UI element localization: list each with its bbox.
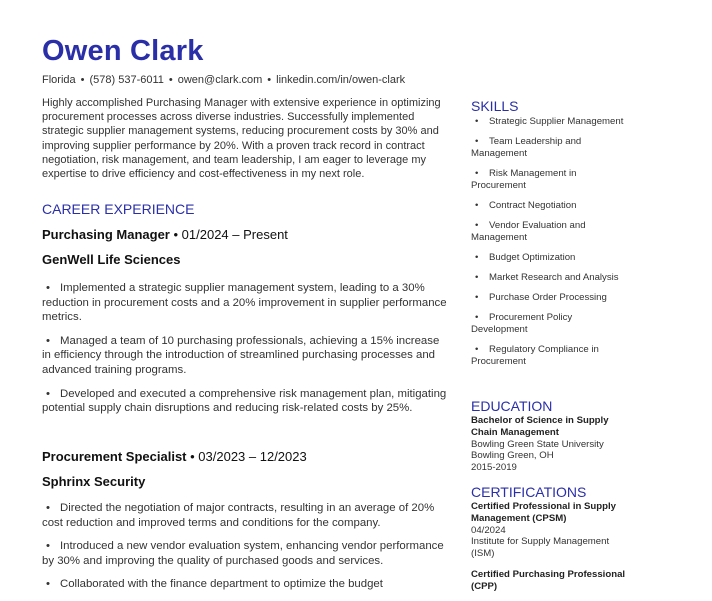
skills-list: [471, 116, 631, 376]
bullet-dot-icon: •: [475, 292, 479, 303]
skill-item: [471, 136, 631, 160]
section-title-skills: SKILLS: [471, 98, 519, 114]
job-bullet-text: Managed a team of 10 purchasing professionals, achieving a 15% increase in efficiency through the introduction of streamlined purchasing processes and advanced training programs.: [42, 334, 440, 376]
section-title-certifications: CERTIFICATIONS: [471, 484, 587, 500]
contact-separator: •: [168, 74, 173, 86]
contact-phone: (578) 537-6011: [89, 74, 164, 86]
job-bullet: [42, 501, 450, 530]
job-company: Sphrinx Security: [42, 474, 146, 489]
professional-summary: Highly accomplished Purchasing Manager with extensive experience in optimizing procurement processes across diverse industries. Successfully implemented strategic supplier management systems, reducing procurement costs by 30% and improving supplier performance by 20%. With a proven track record in contract negotiation, risk management, and team leadership, I am eager to leverage my expertise to drive efficiency and cost-effectiveness in my next role.: [42, 97, 441, 181]
bullet-dot-icon: •: [475, 200, 479, 211]
certification-entry: [471, 501, 631, 560]
bullet-dot-icon: •: [475, 312, 479, 323]
job-bullet-list: [42, 501, 450, 601]
skill-text: Strategic Supplier Management: [489, 116, 624, 127]
bullet-dot-icon: •: [46, 578, 50, 591]
skill-item: [471, 220, 631, 244]
skill-item: [471, 252, 631, 264]
contact-email: owen@clark.com: [177, 74, 263, 86]
skill-item: [471, 116, 631, 128]
bullet-dot-icon: •: [46, 334, 50, 347]
contact-location: Florida: [42, 74, 76, 86]
bullet-dot-icon: •: [46, 387, 50, 400]
skill-item: [471, 168, 631, 192]
certification-name: Certified Professional in Supply Management (CPSM): [471, 501, 616, 524]
bullet-dot-icon: •: [475, 136, 479, 147]
job-bullet: [42, 577, 450, 592]
job-bullet-text: Introduced a new vendor evaluation system, enhancing vendor performance by 30% and improving the quality of purchased goods and services.: [42, 540, 444, 567]
skill-text: Market Research and Analysis: [489, 272, 619, 283]
job-bullet: [42, 281, 450, 325]
skill-item: [471, 292, 631, 304]
skill-item: [471, 312, 631, 336]
bullet-dot-icon: •: [475, 344, 479, 355]
job-company: GenWell Life Sciences: [42, 252, 181, 267]
education-dates: 2015-2019: [471, 462, 517, 474]
job-bullet-text: Directed the negotiation of major contracts, resulting in an average of 20% cost reduction and improved terms and conditions for the company.: [42, 502, 435, 529]
skill-text: Purchase Order Processing: [489, 292, 607, 303]
bullet-dot-icon: •: [46, 540, 50, 553]
skill-text: Team Leadership and Management: [471, 136, 582, 159]
job-role: Purchasing Manager: [42, 227, 170, 242]
job-bullet-text: Developed and executed a comprehensive risk management plan, mitigating potential supply chain disruptions and reducing risk-related costs by 25%.: [42, 387, 447, 415]
skill-text: Budget Optimization: [489, 252, 576, 263]
skill-text: Risk Management in Procurement: [471, 168, 577, 191]
contact-separator: •: [80, 74, 85, 86]
job-dates: • 03/2023 – 12/2023: [190, 449, 307, 464]
education-degree: Bachelor of Science in Supply Chain Management: [471, 415, 609, 438]
job-bullet: [42, 539, 450, 568]
certification-issuer: Institute for Supply Management (ISM): [471, 536, 610, 560]
skill-text: Procurement Policy Development: [471, 312, 573, 335]
skill-item: [471, 200, 631, 212]
job-bullet-list: [42, 281, 450, 425]
bullet-dot-icon: •: [475, 272, 479, 283]
bullet-dot-icon: •: [46, 282, 50, 294]
skill-text: Vendor Evaluation and Management: [471, 220, 586, 243]
certification-entry: [471, 569, 631, 593]
certification-date: 04/2024: [471, 524, 506, 536]
skill-text: Contract Negotiation: [489, 200, 577, 211]
education-school: Bowling Green State University: [471, 438, 604, 450]
job-role: Procurement Specialist: [42, 449, 187, 464]
bullet-dot-icon: •: [475, 168, 479, 179]
job-bullet: [42, 387, 450, 416]
skill-item: [471, 272, 631, 284]
certification-name: Certified Purchasing Professional (CPP): [471, 569, 626, 592]
job-dates: • 01/2024 – Present: [173, 227, 288, 242]
contact-line: [42, 73, 405, 87]
skill-item: [471, 344, 631, 368]
job-title: [42, 227, 288, 243]
job-title: [42, 449, 307, 465]
bullet-dot-icon: •: [475, 252, 479, 263]
job-bullet-text: Implemented a strategic supplier management system, leading to a 30% reduction in procurement costs and a 20% improvement in supplier performance metrics.: [42, 282, 447, 324]
education-entry: [471, 415, 631, 474]
contact-separator: •: [267, 74, 272, 86]
education-location: Bowling Green, OH: [471, 450, 554, 462]
bullet-dot-icon: •: [475, 220, 479, 231]
skill-text: Regulatory Compliance in Procurement: [471, 344, 599, 367]
section-title-education: EDUCATION: [471, 398, 553, 414]
section-title-experience: CAREER EXPERIENCE: [42, 201, 195, 217]
job-bullet-text: Collaborated with the finance department to optimize the budget: [60, 578, 383, 591]
job-bullet: [42, 334, 450, 378]
contact-linkedin: linkedin.com/in/owen-clark: [276, 74, 406, 86]
bullet-dot-icon: •: [46, 502, 50, 514]
candidate-name: Owen Clark: [42, 35, 204, 67]
bullet-dot-icon: •: [475, 116, 479, 127]
